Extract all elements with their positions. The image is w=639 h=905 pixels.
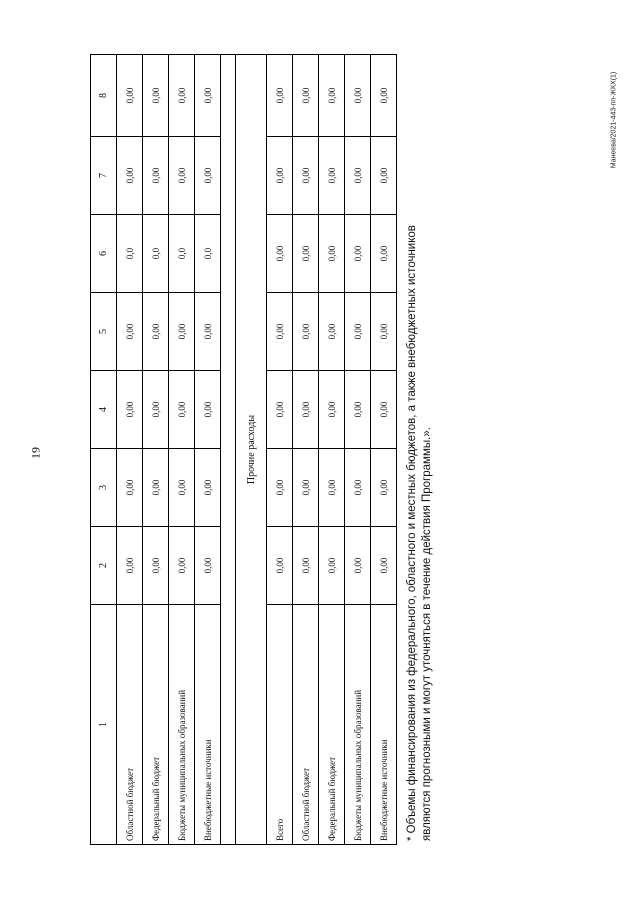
table-cell: 0,00	[195, 449, 221, 527]
table-cell: 0,00	[293, 293, 319, 371]
row-label: Федеральный бюджет	[319, 605, 345, 845]
table-cell: 0,00	[169, 449, 195, 527]
header-row	[91, 55, 117, 845]
page-number: 19	[28, 447, 43, 459]
table-row	[169, 55, 195, 845]
table-cell: 0,00	[267, 527, 293, 605]
table-cell: 0,00	[345, 55, 371, 137]
financing-table	[90, 54, 397, 845]
table-cell: 0,00	[345, 449, 371, 527]
table-cell: 0,00	[345, 293, 371, 371]
table-cell: 0,00	[267, 55, 293, 137]
table-cell: 0,0	[143, 215, 169, 293]
column-header: 3	[91, 449, 117, 527]
table-body	[91, 55, 397, 845]
table-row	[293, 55, 319, 845]
spacer-cell	[221, 55, 236, 845]
table-cell: 0,00	[371, 137, 397, 215]
table-cell: 0,00	[319, 527, 345, 605]
column-header: 5	[91, 293, 117, 371]
table-cell: 0,00	[169, 527, 195, 605]
table-cell: 0,00	[117, 293, 143, 371]
column-header: 6	[91, 215, 117, 293]
footnote-line-1: * Объемы финансирования из федерального, областного и местных бюджетов, а также внебюджетных источников	[406, 225, 418, 841]
table-cell: 0,0	[117, 215, 143, 293]
table-cell: 0,00	[143, 55, 169, 137]
table-cell: 0,00	[371, 449, 397, 527]
table-cell: 0,00	[143, 137, 169, 215]
table-cell: 0,00	[371, 215, 397, 293]
table-cell: 0,00	[267, 449, 293, 527]
table-cell: 0,00	[371, 55, 397, 137]
table-cell: 0,00	[293, 449, 319, 527]
table-cell: 0,00	[267, 215, 293, 293]
table-cell: 0,00	[319, 55, 345, 137]
table-cell: 0,00	[195, 371, 221, 449]
table-row	[319, 55, 345, 845]
table-cell: 0,00	[117, 449, 143, 527]
table-cell: 0,00	[117, 55, 143, 137]
table-cell: 0,00	[319, 371, 345, 449]
footnote-line-2: являются прогнозными и могут уточняться в течение действия Программы.».	[421, 427, 433, 841]
table-row	[117, 55, 143, 845]
table-cell: 0,00	[293, 527, 319, 605]
table-cell: 0,00	[345, 137, 371, 215]
table-row	[371, 55, 397, 845]
table-cell: 0,00	[293, 371, 319, 449]
table-cell: 0,0	[169, 215, 195, 293]
column-header: 7	[91, 137, 117, 215]
table-cell: 0,00	[345, 215, 371, 293]
table-cell: 0,00	[319, 449, 345, 527]
row-label: Бюджеты муниципальных образований	[169, 605, 195, 845]
section-title-row	[236, 55, 267, 845]
section-title: Прочие расходы	[236, 55, 267, 845]
row-label: Областной бюджет	[293, 605, 319, 845]
table-cell: 0,00	[345, 371, 371, 449]
table-cell: 0,00	[319, 293, 345, 371]
spacer-row	[221, 55, 236, 845]
table-row	[143, 55, 169, 845]
table-cell: 0,00	[169, 371, 195, 449]
table-cell: 0,00	[169, 293, 195, 371]
table-cell: 0,00	[293, 215, 319, 293]
table-cell: 0,00	[195, 527, 221, 605]
column-header: 4	[91, 371, 117, 449]
table-cell: 0,00	[117, 137, 143, 215]
table-cell: 0,00	[117, 527, 143, 605]
table-cell: 0,00	[345, 527, 371, 605]
column-header: 2	[91, 527, 117, 605]
table-row	[267, 55, 293, 845]
table-row	[195, 55, 221, 845]
row-label: Федеральный бюджет	[143, 605, 169, 845]
table-cell: 0,00	[319, 215, 345, 293]
table-cell: 0,00	[117, 371, 143, 449]
table-cell: 0,00	[143, 449, 169, 527]
table-cell: 0,00	[195, 55, 221, 137]
table-cell: 0,00	[195, 293, 221, 371]
table-cell: 0,00	[267, 137, 293, 215]
footnote	[405, 51, 435, 845]
rotated-content	[90, 55, 433, 845]
table-cell: 0,00	[371, 527, 397, 605]
table-cell: 0,00	[371, 293, 397, 371]
table-cell: 0,00	[293, 55, 319, 137]
table-cell: 0,00	[195, 137, 221, 215]
row-label: Бюджеты муниципальных образований	[345, 605, 371, 845]
table-cell: 0,00	[371, 371, 397, 449]
table-cell: 0,00	[267, 371, 293, 449]
row-label: Внебюджетные источники	[195, 605, 221, 845]
table-cell: 0,00	[143, 293, 169, 371]
column-header: 8	[91, 55, 117, 137]
table-row	[345, 55, 371, 845]
row-label: Областной бюджет	[117, 605, 143, 845]
table-cell: 0,00	[169, 55, 195, 137]
table-cell: 0,0	[195, 215, 221, 293]
column-header: 1	[91, 605, 117, 845]
row-label: Внебюджетные источники	[371, 605, 397, 845]
row-label: Всего	[267, 605, 293, 845]
table-cell: 0,00	[143, 371, 169, 449]
document-id: Манеева/2021-443-пп-ЖКХ(1)	[610, 71, 618, 169]
table-cell: 0,00	[267, 293, 293, 371]
table-cell: 0,00	[319, 137, 345, 215]
table-cell: 0,00	[169, 137, 195, 215]
table-cell: 0,00	[143, 527, 169, 605]
table-cell: 0,00	[293, 137, 319, 215]
